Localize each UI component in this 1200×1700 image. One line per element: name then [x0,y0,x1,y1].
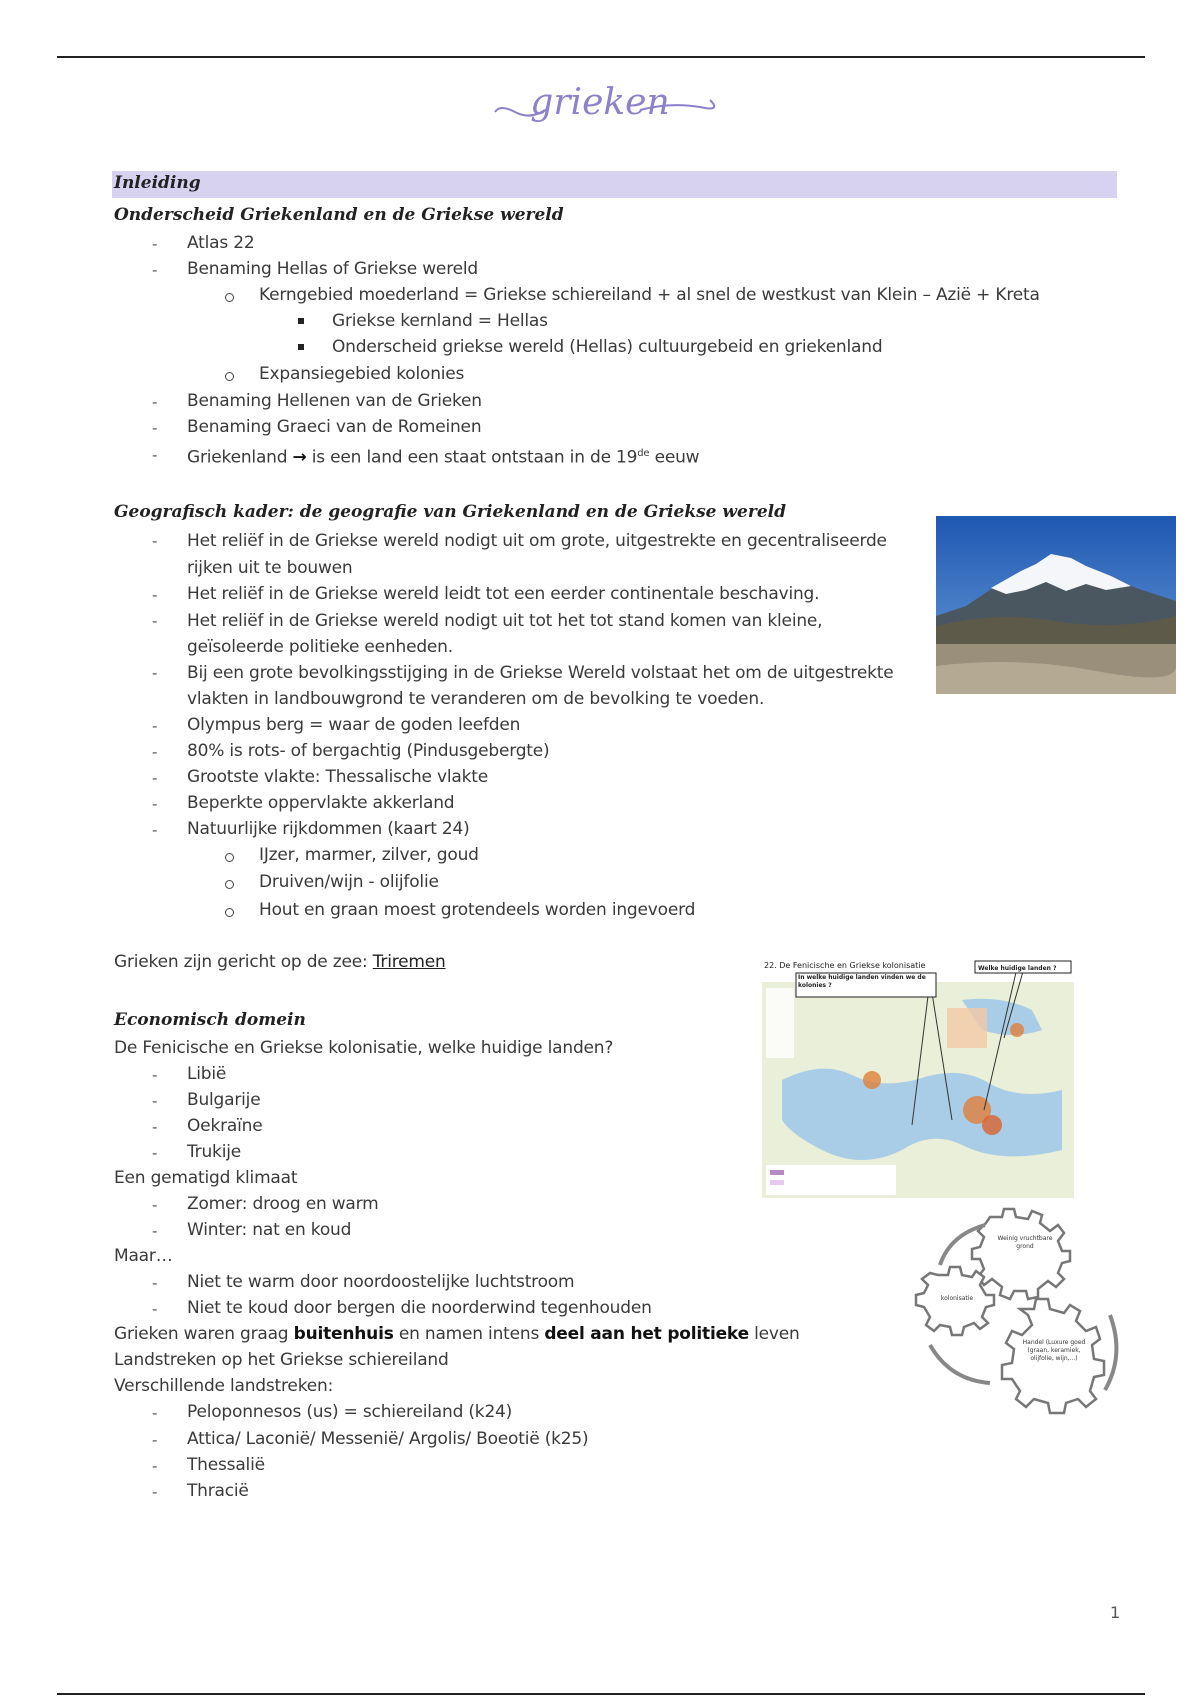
bullet-dash: - [152,1092,158,1110]
list-item: Hout en graan moest grotendeels worden ingevoerd [259,900,696,920]
bullet-dash: - [152,795,158,813]
map-question-box-2: Welke huidige landen ? [978,965,1057,972]
colonization-map [762,960,1074,1198]
map-question-box-1: In welke huidige landen vinden we de kolonies ? [798,974,926,989]
bullet-dash: - [152,1483,158,1501]
bullet-dash: - [152,1431,158,1449]
list-item: Het reliëf in de Griekse wereld leidt tot een eerder continentale beschaving. [187,584,820,604]
list-item: Bulgarije [187,1090,261,1110]
title-text: grieken [530,82,670,123]
gear-label-grond: Weinig vruchtbare grond [997,1235,1053,1250]
bullet-dash: - [152,1274,158,1292]
top-rule [57,56,1145,58]
page-title [0,82,1200,123]
bullet-dash: - [152,393,158,411]
list-item: Expansiegebied kolonies [259,364,465,384]
title-flourish-icon [490,82,730,142]
list-item-griekenland: Griekenland → is een land een staat ontstaan in de 19de eeuw [187,447,700,468]
list-item: Peloponnesos (us) = schiereiland (k24) [187,1402,513,1422]
bullet-dash: - [152,1196,158,1214]
bullet-dash: - [152,743,158,761]
buitenhuis-line: Grieken waren graag buitenhuis en namen intens deel aan het politieke leven [114,1324,800,1344]
list-item: Zomer: droog en warm [187,1194,379,1214]
list-item: Trukije [187,1142,241,1162]
bullet-dash: - [152,821,158,839]
arrow-right-icon: → [292,447,307,468]
bullet-dash: - [152,446,158,464]
list-item: Het reliëf in de Griekse wereld nodigt uit tot het tot stand komen van kleine, geïsoleerde politieke eenheden. [187,611,823,657]
bullet-circle [225,908,234,917]
landstreken-line-2: Verschillende landstreken: [114,1376,334,1396]
section-title-inleiding: Inleiding [114,173,201,193]
sea-line: Grieken zijn gericht op de zee: Triremen [114,952,446,972]
page-number: 1 [1110,1603,1121,1622]
bullet-dash: - [152,261,158,279]
list-item: Het reliëf in de Griekse wereld nodigt uit om grote, uitgestrekte en gecentraliseerde rijken uit te bouwen [187,531,887,578]
heading-geografisch-kader: Geografisch kader: de geografie van Griekenland en de Griekse wereld [114,502,786,522]
bottom-rule [57,1693,1145,1695]
bullet-dash: - [152,586,158,604]
bullet-dash: - [152,1144,158,1162]
list-item: Thracië [187,1481,249,1501]
list-item: Benaming Hellas of Griekse wereld [187,259,478,279]
gear-label-kolonisatie: kolonisatie [940,1295,974,1302]
heading-economisch-domein: Economisch domein [114,1010,306,1030]
list-item: Thessalië [187,1455,265,1475]
bullet-dash: - [152,1222,158,1240]
list-item: Atlas 22 [187,233,255,253]
bullet-circle [225,853,234,862]
bullet-dash: - [152,717,158,735]
list-item: IJzer, marmer, zilver, goud [259,845,479,865]
bullet-square [298,344,304,350]
list-item: Benaming Hellenen van de Grieken [187,391,482,411]
list-item: Libië [187,1064,227,1084]
bullet-dash: - [152,1118,158,1136]
landstreken-line: Landstreken op het Griekse schiereiland [114,1350,449,1370]
list-item: Niet te warm door noordoostelijke luchtstroom [187,1272,575,1292]
list-item: Olympus berg = waar de goden leefden [187,715,521,735]
bullet-dash: - [152,1457,158,1475]
bullet-dash: - [152,532,158,550]
list-item: Winter: nat en koud [187,1220,352,1240]
bullet-dash: - [152,612,158,630]
heading-onderscheid: Onderscheid Griekenland en de Griekse wereld [114,205,564,225]
list-item: Kerngebied moederland = Griekse schiereiland + al snel de westkust van Klein – Azië + Kreta [259,285,1040,305]
bullet-dash: - [152,769,158,787]
map-title: 22. De Fenicische en Griekse kolonisatie [764,961,926,970]
gears-diagram [910,1205,1135,1415]
bullet-circle [225,372,234,381]
bullet-square [298,318,304,324]
bullet-dash: - [152,419,158,437]
list-item: Attica/ Laconië/ Messenië/ Argolis/ Boeotië (k25) [187,1429,589,1449]
bullet-dash: - [152,1300,158,1318]
list-item: Beperkte oppervlakte akkerland [187,793,455,813]
list-item: 80% is rots- of bergachtig (Pindusgebergte) [187,741,550,761]
list-item: Niet te koud door bergen die noorderwind tegenhouden [187,1298,652,1318]
section-bar-inleiding [112,171,1117,198]
bullet-circle [225,880,234,889]
climate-line: Een gematigd klimaat [114,1168,298,1188]
list-item: Druiven/wijn - olijfolie [259,872,439,892]
bullet-dash: - [152,664,158,682]
bullet-dash: - [152,1404,158,1422]
list-item: Benaming Graeci van de Romeinen [187,417,482,437]
maar-line: Maar… [114,1246,173,1266]
triremen-link[interactable]: Triremen [372,952,446,972]
gear-label-handel: Handel (Luxure goed (graan, keramiek, olijfolie, wijn,...) [1022,1339,1086,1362]
bullet-dash: - [152,235,158,253]
list-item: Bij een grote bevolkingsstijging in de Griekse Wereld volstaat het om de uitgestrekte vlakten in landbouwgrond te veranderen om de bevolking te voeden. [187,663,894,709]
bullet-circle [225,293,234,302]
list-item: Onderscheid griekse wereld (Hellas) cultuurgebeid en griekenland [332,337,883,357]
bullet-dash: - [152,1066,158,1084]
mountain-photo [936,516,1176,694]
question-line: De Fenicische en Griekse kolonisatie, welke huidige landen? [114,1038,614,1058]
list-item: Grootste vlakte: Thessalische vlakte [187,767,488,787]
list-item: Griekse kernland = Hellas [332,311,548,331]
list-item: Natuurlijke rijkdommen (kaart 24) [187,819,470,839]
list-item: Oekraïne [187,1116,263,1136]
